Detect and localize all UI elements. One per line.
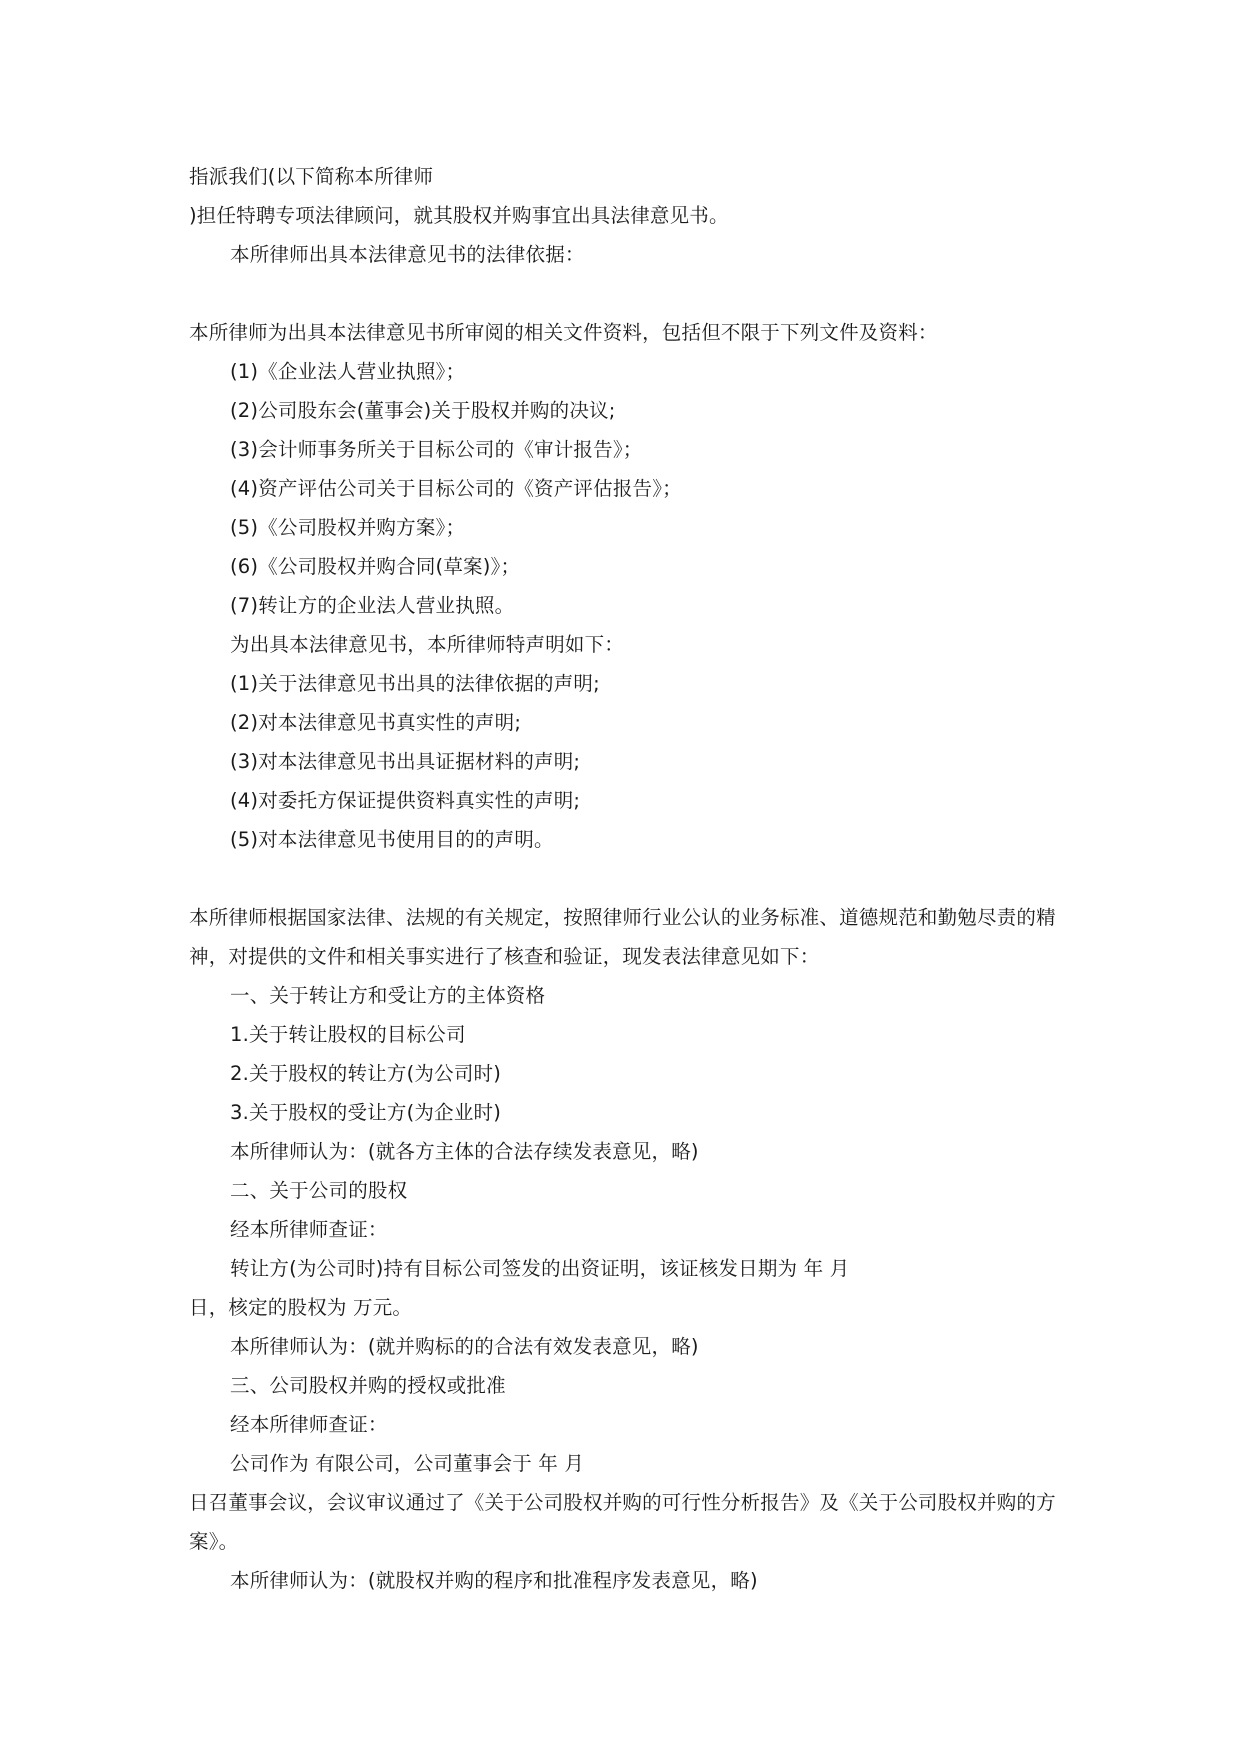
section-2-fact-line-1: 转让方(为公司时)持有目标公司签发的出资证明，该证核发日期为 年 月 [230,1257,850,1280]
declaration-item: (3)对本法律意见书出具证据材料的声明; [230,750,581,773]
declaration-item: (4)对委托方保证提供资料真实性的声明; [230,789,581,812]
declaration-item: (5)对本法律意见书使用目的的声明。 [230,828,554,851]
declarations-intro: 为出具本法律意见书，本所律师特声明如下： [230,633,625,656]
document-body [189,157,1069,1600]
section-3-verified: 经本所律师查证： [230,1413,388,1436]
section-1-item: 1.关于转让股权的目标公司 [230,1023,466,1046]
document-item: (6)《公司股权并购合同(草案)》； [230,555,521,578]
section-2-opinion: 本所律师认为：(就并购标的的合法有效发表意见，略) [230,1335,699,1358]
document-item: (1)《企业法人营业执照》； [230,360,466,383]
section-2-heading: 二、关于公司的股权 [230,1179,408,1202]
opening-line-2: )担任特聘专项法律顾问，就其股权并购事宜出具法律意见书。 [189,204,729,227]
documents-reviewed-intro: 本所律师为出具本法律意见书所审阅的相关文件资料，包括但不限于下列文件及资料： [189,321,938,344]
section-2-verified: 经本所律师查证： [230,1218,388,1241]
declaration-item: (2)对本法律意见书真实性的声明; [230,711,522,734]
document-item: (2)公司股东会(董事会)关于股权并购的决议; [230,399,616,422]
document-item: (4)资产评估公司关于目标公司的《资产评估报告》； [230,477,682,500]
opinion-intro-paragraph: 本所律师根据国家法律、法规的有关规定，按照律师行业公认的业务标准、道德规范和勤勉尽责的精神，对提供的文件和相关事实进行了核查和验证，现发表法律意见如下： [189,906,1056,968]
blank-line [189,274,1069,313]
blank-line [189,859,1069,898]
section-3-opinion: 本所律师认为：(就股权并购的程序和批准程序发表意见，略) [230,1569,758,1592]
section-1-item: 2.关于股权的转让方(为公司时) [230,1062,502,1085]
document-item: (5)《公司股权并购方案》； [230,516,466,539]
section-1-heading: 一、关于转让方和受让方的主体资格 [230,984,546,1007]
legal-basis-heading: 本所律师出具本法律意见书的法律依据： [230,243,585,266]
section-3-heading: 三、公司股权并购的授权或批准 [230,1374,506,1397]
opening-line-1: 指派我们(以下简称本所律师 [189,165,434,188]
section-3-fact-line-1: 公司作为 有限公司，公司董事会于 年 月 [230,1452,585,1475]
document-item: (3)会计师事务所关于目标公司的《审计报告》； [230,438,643,461]
section-2-fact-line-2: 日，核定的股权为 万元。 [189,1296,413,1319]
section-3-fact-line-2: 日召董事会议，会议审议通过了《关于公司股权并购的可行性分析报告》及《关于公司股权并购的方案》。 [189,1491,1056,1553]
section-1-item: 3.关于股权的受让方(为企业时) [230,1101,502,1124]
declaration-item: (1)关于法律意见书出具的法律依据的声明; [230,672,600,695]
document-item: (7)转让方的企业法人营业执照。 [230,594,515,617]
section-1-opinion: 本所律师认为：(就各方主体的合法存续发表意见，略) [230,1140,699,1163]
